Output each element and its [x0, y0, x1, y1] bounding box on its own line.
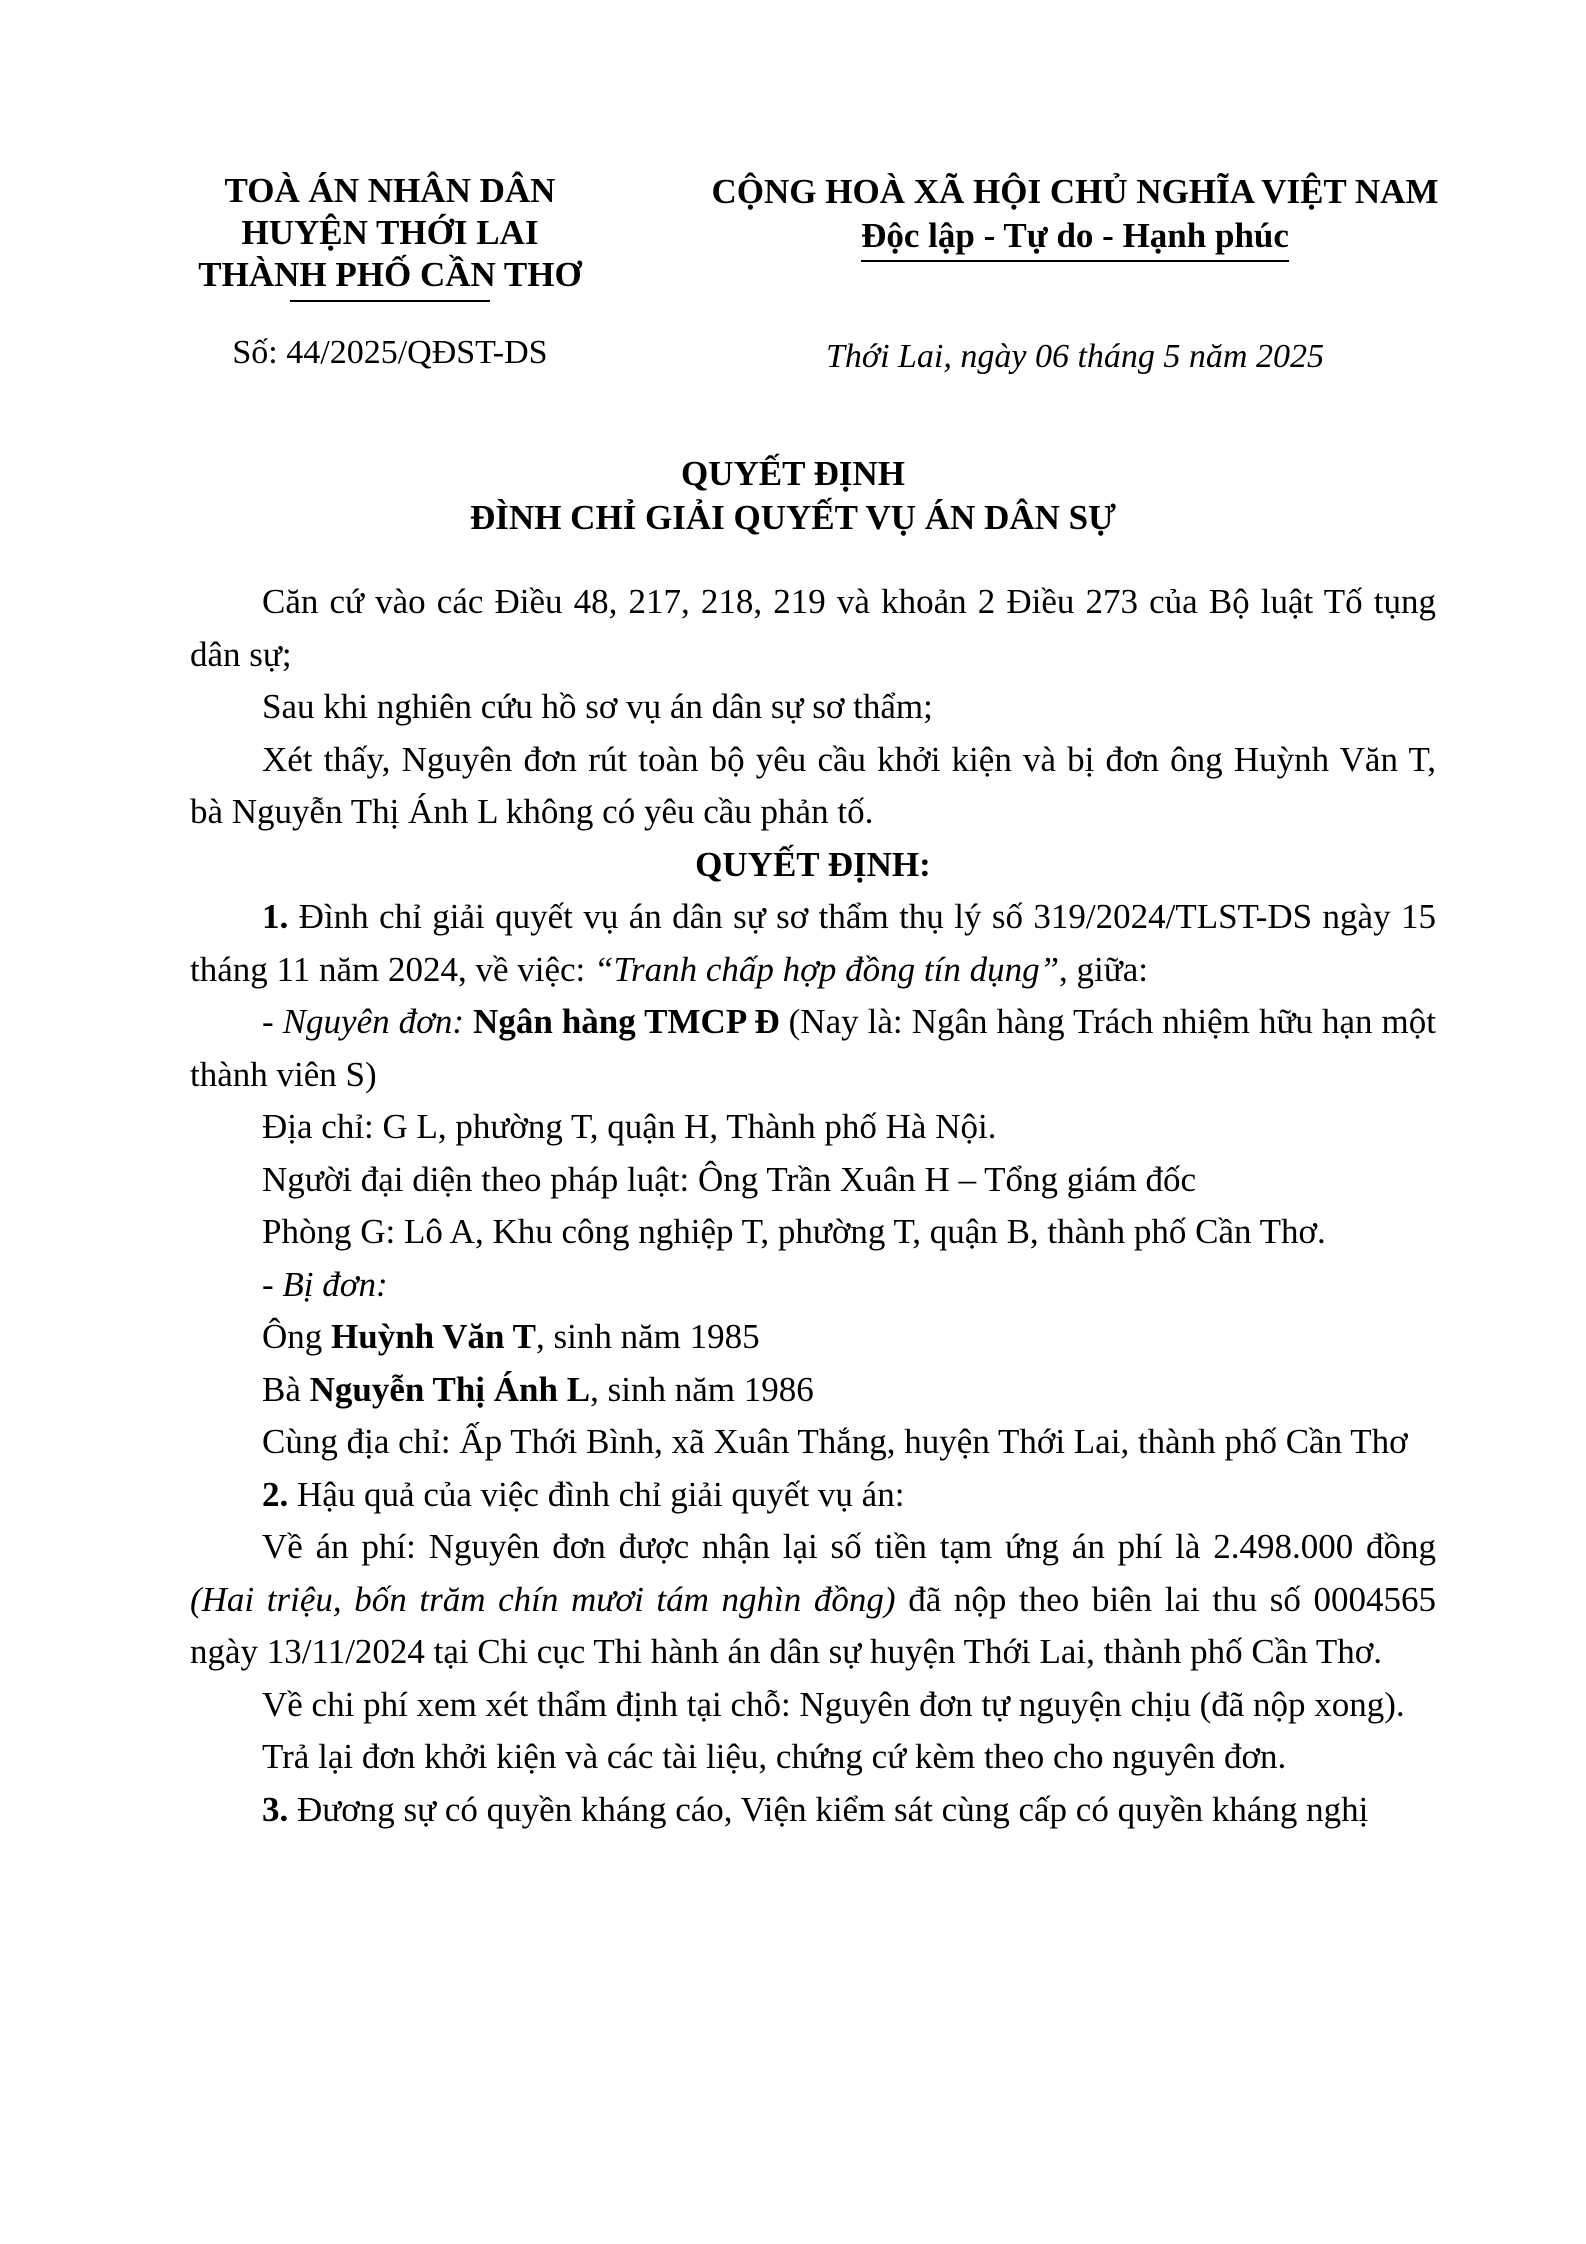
defendant-2-suffix: , sinh năm 1986 — [590, 1369, 814, 1409]
court-line: THÀNH PHỐ CẦN THƠ — [198, 255, 582, 294]
document-title — [0, 452, 1586, 540]
item-1-number: 1. — [262, 897, 289, 936]
plaintiff-address: Địa chỉ: G L, phường T, quận H, Thành phố Hà Nội. — [262, 1107, 997, 1146]
fee-text-1: Về án phí: Nguyên đơn được nhận lại số tiền tạm ứng án phí là 2.498.000 đồng — [262, 1527, 1436, 1566]
title-line-1: QUYẾT ĐỊNH — [681, 454, 905, 493]
item-2-number: 2. — [262, 1474, 289, 1514]
document-body — [190, 576, 1436, 1836]
item-3-paragraph — [190, 1784, 1436, 1837]
plaintiff-paragraph — [190, 996, 1436, 1101]
court-fee-paragraph — [190, 1521, 1436, 1679]
document-number: Số: 44/2025/QĐST-DS — [232, 334, 548, 371]
date-line: Thới Lai, ngày 06 tháng 5 năm 2025 — [826, 338, 1324, 375]
item-3-text: Đương sự có quyền kháng cáo, Viện kiểm sát cùng cấp có quyền kháng nghị — [288, 1789, 1369, 1829]
defendants-common-address: Cùng địa chỉ: Ấp Thới Bình, xã Xuân Thắng, huyện Thới Lai, thành phố Cần Thơ — [262, 1422, 1408, 1461]
decision-heading: QUYẾT ĐỊNH: — [695, 844, 931, 884]
nation-name: CỘNG HOÀ XÃ HỘI CHỦ NGHĨA VIỆT NAM — [711, 172, 1439, 211]
plaintiff-rest: (Nay là: Ngân hàng Trách nhiệm hữu hạn một thành viên S) — [190, 1002, 1436, 1094]
defendant-2-name: Nguyễn Thị Ánh L — [309, 1369, 591, 1409]
court-underline — [290, 300, 490, 302]
court-line: HUYỆN THỚI LAI — [241, 213, 539, 252]
defendant-1 — [190, 1311, 1436, 1364]
review-paragraph: Sau khi nghiên cứu hồ sơ vụ án dân sự sơ thẩm; — [262, 687, 933, 726]
defendant-1-name: Huỳnh Văn T — [331, 1317, 536, 1356]
item-1-paragraph — [190, 891, 1436, 996]
defendant-label: - Bị đơn: — [262, 1264, 388, 1304]
item-1-text: Đình chỉ giải quyết vụ án dân sự sơ thẩm thụ lý số 319/2024/TLST-DS ngày 15 tháng 11 năm 2024, về việc: — [190, 897, 1436, 989]
item-3-number: 3. — [262, 1789, 289, 1829]
court-header — [160, 170, 620, 302]
fee-in-words: (Hai triệu, bốn trăm chín mươi tám nghìn đồng) — [190, 1579, 896, 1619]
plaintiff-branch: Phòng G: Lô A, Khu công nghiệp T, phường T, quận B, thành phố Cần Thơ. — [262, 1212, 1326, 1251]
fee-text-2: đã nộp theo biên lai thu số 0004565 ngày 13/11/2024 tại Chi cục Thi hành án dân sự huyện Thới Lai, thành phố Cần Thơ. — [190, 1579, 1436, 1671]
national-header — [690, 170, 1460, 262]
item-1-tail: , giữa: — [1059, 949, 1148, 989]
item-2-text: Hậu quả của việc đình chỉ giải quyết vụ án: — [288, 1474, 905, 1514]
plaintiff-representative: Người đại diện theo pháp luật: Ông Trần Xuân H – Tổng giám đốc — [262, 1159, 1197, 1199]
item-2-paragraph — [190, 1469, 1436, 1522]
finding-paragraph: Xét thấy, Nguyên đơn rút toàn bộ yêu cầu khởi kiện và bị đơn ông Huỳnh Văn T, bà Nguyễn Thị Ánh L không có yêu cầu phản tố. — [190, 739, 1436, 831]
court-line: TOÀ ÁN NHÂN DÂN — [224, 171, 556, 210]
national-motto: Độc lập - Tự do - Hạnh phúc — [861, 214, 1289, 262]
defendant-1-suffix: , sinh năm 1985 — [535, 1317, 760, 1356]
defendant-2 — [190, 1364, 1436, 1417]
case-subject: “Tranh chấp hợp đồng tín dụng” — [594, 949, 1060, 989]
legal-basis-paragraph: Căn cứ vào các Điều 48, 217, 218, 219 và khoản 2 Điều 273 của Bộ luật Tố tụng dân sự; — [190, 582, 1436, 674]
title-line-2: ĐÌNH CHỈ GIẢI QUYẾT VỤ ÁN DÂN SỰ — [470, 498, 1116, 537]
defendant-2-prefix: Bà — [262, 1369, 310, 1409]
return-documents-paragraph: Trả lại đơn khởi kiện và các tài liệu, chứng cứ kèm theo cho nguyên đơn. — [262, 1737, 1287, 1776]
inspection-cost-paragraph: Về chi phí xem xét thẩm định tại chỗ: Nguyên đơn tự nguyện chịu (đã nộp xong). — [262, 1684, 1405, 1724]
defendant-1-prefix: Ông — [262, 1317, 332, 1356]
plaintiff-name: Ngân hàng TMCP Đ — [473, 1002, 780, 1041]
plaintiff-label: - Nguyên đơn: — [262, 1002, 464, 1041]
